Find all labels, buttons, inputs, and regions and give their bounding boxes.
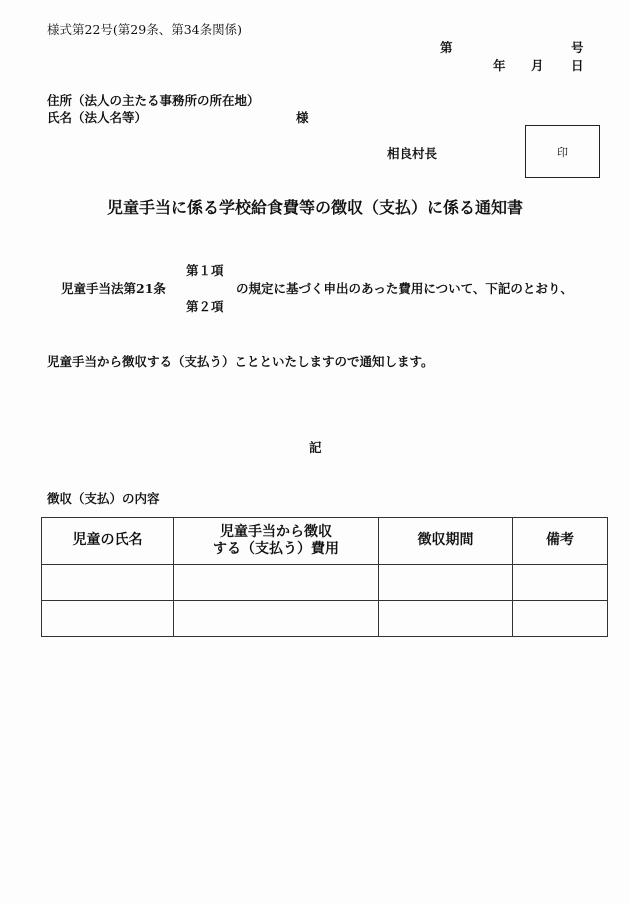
cell-cost[interactable] xyxy=(174,565,379,601)
header-cost-line-2: する（支払う）費用 xyxy=(213,541,339,557)
body-line-2: 児童手当から徴収する（支払う）ことといたしますので通知します。 xyxy=(47,354,434,369)
document-number-prefix: 第 xyxy=(440,40,453,55)
cell-remarks[interactable] xyxy=(513,565,608,601)
header-period: 徴収期間 xyxy=(379,518,513,565)
table-header-row xyxy=(42,518,608,565)
header-cost xyxy=(174,518,379,565)
content-table xyxy=(41,517,608,637)
header-cost-line-1: 児童手当から徴収 xyxy=(220,523,332,540)
law-reference: 児童手当法第21条 xyxy=(61,281,166,296)
cell-period[interactable] xyxy=(379,565,513,601)
cell-child-name[interactable] xyxy=(42,565,174,601)
form-number: 様式第22号(第29条、第34条関係) xyxy=(47,22,242,37)
date-month: 月 xyxy=(531,58,544,73)
seal-label: 印 xyxy=(557,146,568,159)
date-day: 日 xyxy=(571,58,584,73)
address-label: 住所（法人の主たる事務所の所在地） xyxy=(47,93,260,108)
section-label: 徴収（支払）の内容 xyxy=(47,491,160,506)
document-number-suffix: 号 xyxy=(571,40,584,55)
honorific: 様 xyxy=(296,110,309,125)
header-child-name: 児童の氏名 xyxy=(42,518,174,565)
clause-item-2: 第２項 xyxy=(186,299,224,314)
header-remarks: 備考 xyxy=(513,518,608,565)
table-row xyxy=(42,565,608,601)
ki-marker: 記 xyxy=(309,440,322,455)
date-year: 年 xyxy=(493,58,506,73)
cell-child-name[interactable] xyxy=(42,601,174,637)
document-title: 児童手当に係る学校給食費等の徴収（支払）に係る通知書 xyxy=(106,198,523,217)
table-row xyxy=(42,601,608,637)
seal-box xyxy=(525,125,600,178)
cell-period[interactable] xyxy=(379,601,513,637)
cell-remarks[interactable] xyxy=(513,601,608,637)
cell-cost[interactable] xyxy=(174,601,379,637)
clause-item-1: 第１項 xyxy=(186,263,224,278)
body-line-1: の規定に基づく申出のあった費用について、下記のとおり、 xyxy=(236,281,573,296)
name-label: 氏名（法人名等） xyxy=(47,110,148,125)
mayor-title: 相良村長 xyxy=(387,146,438,161)
